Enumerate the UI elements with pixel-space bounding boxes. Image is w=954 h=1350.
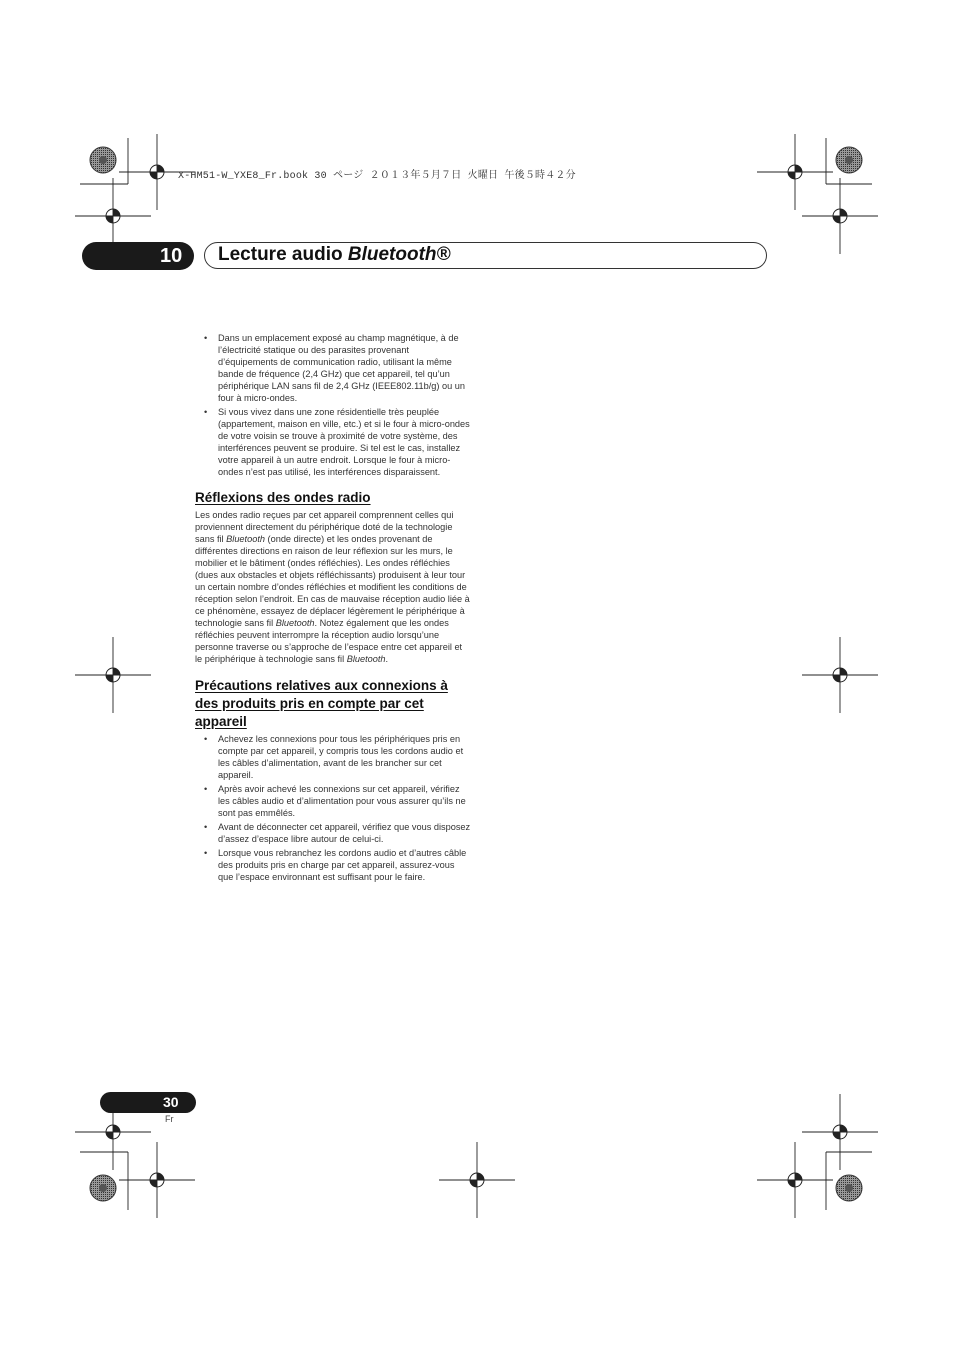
section-paragraph-reflexions — [195, 509, 471, 665]
list-item — [195, 847, 471, 883]
list-item — [195, 783, 471, 819]
bullet-glyph: • — [204, 784, 208, 794]
list-item-text: Achevez les connexions pour tous les périphériques pris en compte par cet appareil, y compris tous les cordons audio et les câbles d’alimentation, avant de les brancher sur cet appareil. — [218, 734, 464, 780]
list-item-text: Dans un emplacement exposé au champ magnétique, à de l’électricité statique ou des parasites provenant d’équipements de communication radio, utilisant la même bande de fréquence (2,4 GHz) que cet appareil, tel qu’un périphérique LAN sans fil de 2,4 GHz (IEEE802.11b/g) ou un four à micro-ondes. — [218, 333, 466, 403]
print-slug: X-HM51-W_YXE8_Fr.book 30 ページ ２０１３年５月７日 火曜日 午後５時４２分 — [178, 171, 576, 182]
list-item-text: Avant de déconnecter cet appareil, vérifiez que vous disposez d’assez d’espace libre autour de celui-ci. — [218, 822, 471, 844]
main-column — [195, 332, 471, 885]
chapter-title-italic: Bluetooth® — [347, 244, 451, 265]
list-item-text: Après avoir achevé les connexions sur cet appareil, vérifiez les câbles audio et d’alimentation pour vous assurer qu’ils ne sont pas emmêlés. — [218, 784, 466, 818]
intro-bullet-list — [195, 332, 471, 478]
section-heading-precautions: Précautions relatives aux connexions à des produits pris en compte par cet appareil — [195, 678, 448, 729]
paragraph-italic: Bluetooth — [346, 654, 386, 664]
page-language: Fr — [165, 1114, 174, 1124]
chapter-title — [218, 244, 451, 266]
bullet-glyph: • — [204, 822, 208, 832]
list-item-text: Si vous vivez dans une zone résidentielle très peuplée (appartement, maison en ville, etc.) et si le four à micro-ondes de votre voisin se trouve à proximité de votre système, des interférences peuvent se produire. Si tel est le cas, installez votre appareil à un autre endroit. Lorsque le four à micro-ondes n’est pas utilisé, les interférences disparaissent. — [218, 407, 470, 477]
chapter-number: 10 — [160, 245, 183, 267]
section-heading-reflexions: Réflexions des ondes radio — [195, 490, 371, 505]
paragraph-text: Les ondes radio reçues par cet appareil comprennent celles qui proviennent directement du périphérique doté de la technologie sans fil — [195, 510, 454, 544]
paragraph-italic: Bluetooth — [226, 534, 265, 544]
precautions-bullet-list — [195, 733, 471, 883]
bullet-glyph: • — [204, 734, 208, 744]
bullet-glyph: • — [204, 333, 208, 343]
bullet-glyph: • — [204, 848, 208, 858]
list-item — [195, 406, 471, 478]
paragraph-text: . Notez également que les ondes réfléchies peuvent interrompre la réception audio lorsqu’une personne traverse ou s’approche de l’espace entre cet appareil et le périphérique à technologie sans fil — [195, 618, 463, 664]
page-number: 30 — [163, 1094, 179, 1110]
list-item — [195, 733, 471, 781]
paragraph-text: (onde directe) et les ondes provenant de différentes directions en raison de leur réflexion sur les murs, le mobilier et le bâtiment (ondes réfléchies). Les ondes réfléchies (dues aux obstacles et objets réfléchissants) produisent à leur tour un certain nombre d’ondes réfléchies et modifient les conditions de réception selon l’endroit. En cas de mauvaise réception audio liée à ce phénomène, essayez de déplacer légèrement le périphérique à technologie sans fil — [195, 534, 470, 628]
paragraph-text: . — [385, 654, 389, 664]
page-number-tab — [100, 1092, 196, 1113]
list-item — [195, 821, 471, 845]
bullet-glyph: • — [204, 407, 208, 417]
paragraph-italic: Bluetooth — [275, 618, 315, 628]
list-item-text: Lorsque vous rebranchez les cordons audio et d’autres câble des produits pris en charge par cet appareil, assurez-vous que l’espace environnant est suffisant pour le faire. — [218, 848, 467, 882]
list-item — [195, 332, 471, 404]
chapter-title-plain: Lecture audio — [218, 244, 348, 265]
